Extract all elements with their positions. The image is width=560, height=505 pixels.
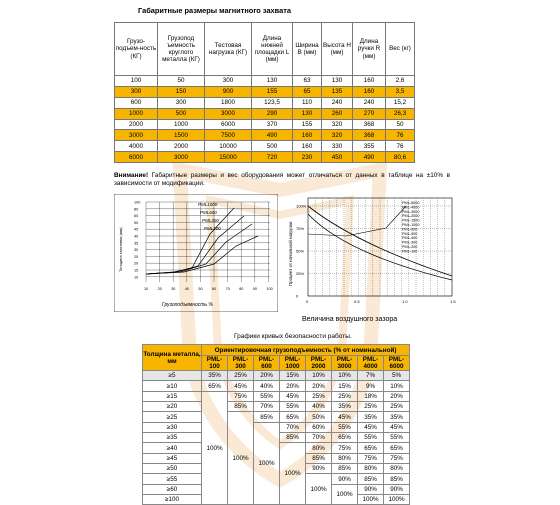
thickness-cell: ≥60: [143, 484, 202, 494]
model-header: PML-3000: [332, 356, 358, 371]
thickness-cell: ≥55: [143, 474, 202, 484]
full-capacity-cell: 100%: [202, 391, 228, 505]
table-row: [115, 86, 415, 97]
table-cell: 18%: [358, 391, 384, 401]
table-cell: 110: [293, 97, 322, 108]
header-width: Ширина B (мм): [293, 23, 322, 76]
table-cell: 4000: [115, 141, 158, 152]
left-chart-xlabel: Грузоподъемность %: [162, 302, 213, 308]
header-handle-length: Длина ручки R (мм): [353, 23, 386, 76]
legend-item: PML-100: [402, 249, 418, 254]
thickness-capacity-chart: [114, 194, 278, 312]
dimensions-table: [114, 22, 415, 163]
header-round-capacity: Грузопод ъемность круглого металла (КГ): [158, 23, 205, 76]
table-cell: 63: [293, 76, 322, 87]
table-cell: 300: [158, 97, 205, 108]
table-cell: 368: [353, 130, 386, 141]
left-x-tick: 30: [171, 287, 176, 291]
table-cell: 85%: [358, 474, 384, 484]
header-thickness: Толщина металла, мм: [143, 345, 202, 371]
left-x-tick: 70: [225, 287, 230, 291]
table-cell: 10%: [332, 371, 358, 381]
table-cell: 75%: [384, 453, 410, 463]
table-cell: 35%: [358, 412, 384, 422]
table-cell: 85%: [306, 453, 332, 463]
thickness-cell: ≥30: [143, 422, 202, 432]
table-cell: 85%: [332, 464, 358, 474]
left-y-tick: 45: [134, 227, 139, 232]
legend-item: PML-4000: [402, 205, 420, 210]
table-row: [143, 371, 410, 381]
right-y-tick: 75%: [296, 226, 305, 231]
table-cell: 50: [158, 76, 205, 87]
header-length: Длина нижней площадки L (мм): [252, 23, 293, 76]
table-cell: 150: [158, 86, 205, 97]
table-cell: 6000: [115, 152, 158, 163]
left-y-tick: 80: [134, 207, 139, 212]
table-cell: 15%: [332, 381, 358, 391]
table-cell: 370: [252, 119, 293, 130]
table-cell: 65%: [332, 433, 358, 443]
table-cell: 20%: [306, 381, 332, 391]
left-y-tick: 60: [134, 214, 139, 219]
table-cell: 20%: [384, 391, 410, 401]
table-cell: 900: [205, 86, 252, 97]
air-gap-chart: [286, 194, 458, 312]
full-capacity-cell: 100%: [254, 422, 280, 505]
table-cell: 123,5: [252, 97, 293, 108]
table-cell: 80%: [384, 464, 410, 474]
thickness-cell: ≥100: [143, 495, 202, 505]
table-cell: 55%: [384, 433, 410, 443]
table-cell: 25%: [306, 391, 332, 401]
dimensions-table-header: [115, 23, 415, 76]
table-cell: 80%: [332, 453, 358, 463]
table-cell: 80,6: [386, 152, 415, 163]
model-header: PML-6000: [384, 356, 410, 371]
right-y-tick: 25%: [296, 271, 305, 276]
table-cell: 3000: [158, 152, 205, 163]
table-cell: 130: [252, 76, 293, 87]
table-cell: 70%: [306, 433, 332, 443]
table-cell: 25%: [358, 402, 384, 412]
table-cell: 85%: [280, 433, 306, 443]
header-capacity: Грузо-подъем-ность (КГ): [115, 23, 158, 76]
table-cell: 65%: [280, 412, 306, 422]
legend-item: PML-200: [402, 245, 418, 249]
table-cell: 240: [353, 97, 386, 108]
table-cell: 25%: [228, 371, 254, 381]
table-cell: 76: [386, 130, 415, 141]
table-cell: 85%: [254, 412, 280, 422]
left-x-tick: 20: [157, 287, 162, 291]
table-cell: 720: [252, 152, 293, 163]
table-row: [115, 76, 415, 87]
table-cell: 60%: [306, 422, 332, 432]
left-y-tick: 20: [134, 261, 139, 266]
table-cell: 90%: [332, 474, 358, 484]
thickness-cell: ≥40: [143, 443, 202, 453]
table-cell: 270: [353, 108, 386, 119]
thickness-cell: ≥5: [143, 371, 202, 381]
table-cell: 2000: [115, 119, 158, 130]
table-cell: 55%: [332, 422, 358, 432]
legend-item: PML-500: [402, 231, 418, 236]
header-weight: Вес (кг): [386, 23, 415, 76]
table-row: [143, 391, 410, 401]
legend-item: PML-2000: [402, 214, 420, 219]
right-x-tick: 1.0: [402, 299, 408, 304]
table-cell: 70%: [254, 402, 280, 412]
table-cell: 15,2: [386, 97, 415, 108]
safety-table: [142, 344, 410, 505]
legend-item: PML-600: [402, 227, 418, 232]
table-cell: 500: [252, 141, 293, 152]
label-pml1000: PML1000: [198, 202, 218, 207]
table-row: [115, 130, 415, 141]
table-row: [143, 402, 410, 412]
model-header: PML-4000: [358, 356, 384, 371]
table-row: [115, 97, 415, 108]
model-header: PML-100: [202, 356, 228, 371]
full-capacity-cell: 100%: [306, 474, 332, 505]
table-cell: 26,3: [386, 108, 415, 119]
thickness-cell: ≥15: [143, 391, 202, 401]
table-cell: 7500: [205, 130, 252, 141]
left-x-tick: 100: [266, 287, 273, 291]
table-cell: 230: [293, 152, 322, 163]
table-cell: 160: [293, 130, 322, 141]
left-y-tick: 25: [134, 254, 139, 259]
table-cell: 70%: [280, 422, 306, 432]
left-y-tick: 10: [134, 275, 139, 280]
left-x-tick: 90: [252, 287, 258, 291]
table-cell: 10%: [306, 371, 332, 381]
table-cell: 6000: [205, 119, 252, 130]
table-cell: 45%: [384, 422, 410, 432]
legend-item: PML-3000: [402, 209, 420, 214]
thickness-cell: ≥20: [143, 402, 202, 412]
table-cell: 300: [115, 86, 158, 97]
header-capacity-group: Ориентировочная грузоподъемность (% от номинальной): [202, 345, 410, 356]
table-cell: 3000: [115, 130, 158, 141]
table-cell: 155: [293, 119, 322, 130]
table-cell: 355: [353, 141, 386, 152]
table-cell: 55%: [358, 433, 384, 443]
right-x-tick: 0: [306, 299, 309, 304]
table-row: [115, 108, 415, 119]
table-cell: 65: [293, 86, 322, 97]
left-x-tick: 80: [239, 287, 244, 291]
right-x-tick: 0.5: [354, 299, 360, 304]
right-y-tick: 0: [296, 293, 299, 299]
table-cell: 320: [322, 130, 353, 141]
right-y-tick: 50%: [296, 248, 305, 254]
table-row: [115, 119, 415, 130]
table-cell: 9%: [358, 381, 384, 391]
table-cell: 5%: [384, 371, 410, 381]
table-cell: 300: [205, 76, 252, 87]
right-y-tick: 100%: [296, 203, 307, 209]
left-y-tick: 15: [134, 268, 139, 273]
header-test-load: Тестовая нагрузка (КГ): [205, 23, 252, 76]
table-cell: 160: [353, 76, 386, 87]
left-y-tick: 40: [134, 234, 139, 239]
table-cell: 15000: [205, 152, 252, 163]
legend-item: PML-400: [402, 236, 418, 241]
curve-pml300: [146, 224, 252, 274]
left-chart-ylabel: Толщина заготовки (мм): [118, 227, 123, 272]
full-capacity-cell: 100%: [332, 484, 358, 505]
table-cell: 135: [322, 86, 353, 97]
table-cell: 10000: [205, 141, 252, 152]
table-cell: 130: [322, 76, 353, 87]
label-pml300: PML300: [202, 218, 219, 223]
table-cell: 240: [322, 97, 353, 108]
table-cell: 368: [353, 119, 386, 130]
table-cell: 100%: [384, 495, 410, 505]
table-cell: 90%: [384, 484, 410, 494]
table-row: [115, 141, 415, 152]
legend-item: PML-300: [402, 240, 418, 245]
table-cell: 320: [322, 119, 353, 130]
table-cell: 65%: [202, 381, 228, 391]
table-cell: 35%: [202, 371, 228, 381]
table-cell: 65%: [358, 443, 384, 453]
table-cell: 2,6: [386, 76, 415, 87]
table-cell: 1000: [115, 108, 158, 119]
table-cell: 100: [115, 76, 158, 87]
table-cell: 75%: [358, 453, 384, 463]
legend-item: PML-6000: [402, 201, 420, 205]
left-x-tick: 60: [212, 287, 217, 291]
table-cell: 130: [293, 108, 322, 119]
thickness-cell: ≥45: [143, 453, 202, 463]
table-cell: 3000: [205, 108, 252, 119]
table-cell: 160: [293, 141, 322, 152]
warning-label: Внимание!: [114, 172, 149, 179]
table-cell: 75%: [332, 443, 358, 453]
table-cell: 1800: [205, 97, 252, 108]
table-cell: 76: [386, 141, 415, 152]
curve-pml600: [146, 216, 244, 274]
legend-item: PML-1000: [402, 223, 420, 227]
thickness-cell: ≥50: [143, 464, 202, 474]
table-cell: 55%: [280, 402, 306, 412]
table-cell: 50: [386, 119, 415, 130]
table-cell: 75%: [228, 391, 254, 401]
table-cell: 20%: [254, 371, 280, 381]
table-cell: 45%: [280, 391, 306, 401]
right-chart-ylabel: Процент от начальной нагрузки: [288, 221, 293, 286]
graphs-caption: Графики кривых безопасности работы.: [234, 333, 352, 340]
table-cell: 2000: [158, 141, 205, 152]
table-row: [143, 422, 410, 432]
left-y-tick: 50: [134, 220, 139, 225]
table-cell: 90%: [306, 464, 332, 474]
table-cell: 40%: [306, 402, 332, 412]
model-header: PML-300: [228, 356, 254, 371]
table-cell: 10%: [384, 381, 410, 391]
table-cell: 100%: [358, 495, 384, 505]
right-x-tick: 1.5: [450, 299, 456, 304]
table-cell: 25%: [332, 391, 358, 401]
table-cell: 35%: [384, 412, 410, 422]
table-cell: 20%: [280, 381, 306, 391]
table-cell: 1000: [158, 119, 205, 130]
warning-note: [114, 172, 450, 188]
left-y-tick: 30: [134, 248, 139, 253]
table-cell: 490: [252, 130, 293, 141]
left-x-tick: 40: [184, 287, 190, 291]
table-cell: 45%: [228, 381, 254, 391]
curve-pml-small: [308, 206, 406, 236]
table-cell: 85%: [384, 474, 410, 484]
left-y-tick: 100: [134, 200, 141, 205]
table-cell: 45%: [332, 412, 358, 422]
left-x-tick: 10: [144, 287, 149, 291]
model-header: PML-600: [254, 356, 280, 371]
thickness-cell: ≥35: [143, 433, 202, 443]
table-cell: 155: [252, 86, 293, 97]
table-cell: 490: [353, 152, 386, 163]
table-cell: 25%: [384, 402, 410, 412]
table-cell: 500: [158, 108, 205, 119]
table-row: [143, 412, 410, 422]
table-cell: 80%: [306, 443, 332, 453]
table-cell: 35%: [332, 402, 358, 412]
table-cell: 80%: [358, 464, 384, 474]
table-cell: 1500: [158, 130, 205, 141]
table-cell: 50%: [306, 412, 332, 422]
table-row: [143, 381, 410, 391]
table-cell: 600: [115, 97, 158, 108]
table-cell: 7%: [358, 371, 384, 381]
model-header: PML-1000: [280, 356, 306, 371]
label-pml600: PML600: [200, 210, 217, 215]
table-cell: 90%: [358, 484, 384, 494]
warning-text: Габаритные размеры и вес оборудования может отличаться от данных в таблице на ±10% в зависимости от модификации.: [114, 172, 450, 188]
thickness-cell: ≥25: [143, 412, 202, 422]
legend-item: PML-1500: [402, 218, 420, 223]
table-cell: 330: [322, 141, 353, 152]
curve-pml1000: [146, 208, 234, 274]
header-height: Высота H (мм): [322, 23, 353, 76]
label-pml100: PML100: [204, 226, 221, 231]
page-title: Габаритные размеры магнитного захвата: [138, 6, 291, 15]
full-capacity-cell: 100%: [280, 443, 306, 505]
table-cell: 65%: [384, 443, 410, 453]
table-cell: 160: [353, 86, 386, 97]
full-capacity-cell: 100%: [228, 412, 254, 505]
table-cell: 55%: [254, 391, 280, 401]
table-cell: 290: [252, 108, 293, 119]
table-cell: 15%: [280, 371, 306, 381]
thickness-cell: ≥10: [143, 381, 202, 391]
table-cell: 260: [322, 108, 353, 119]
table-cell: 45%: [358, 422, 384, 432]
air-gap-caption: Величина воздушного зазора: [302, 316, 398, 323]
table-row: [115, 152, 415, 163]
table-cell: 3,5: [386, 86, 415, 97]
left-y-tick: 35: [134, 241, 139, 246]
table-cell: 40%: [254, 381, 280, 391]
table-cell: 85%: [228, 402, 254, 412]
table-cell: 450: [322, 152, 353, 163]
model-header: PML-2000: [306, 356, 332, 371]
left-x-tick: 50: [198, 287, 203, 291]
